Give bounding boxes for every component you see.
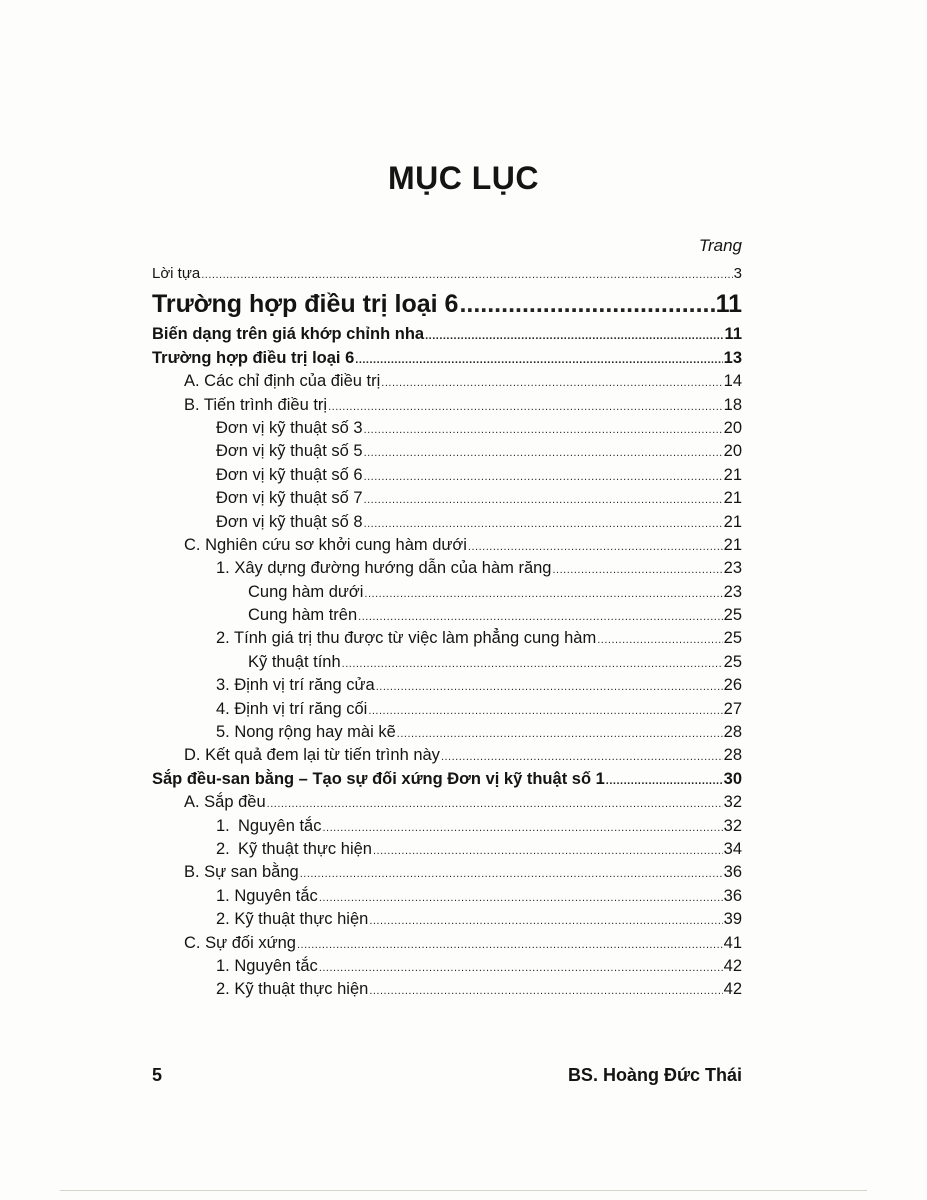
toc-entry-page: 20 (723, 418, 742, 437)
scan-edge-line (60, 1190, 867, 1191)
leader-dots (364, 489, 723, 512)
toc-item-entry[interactable] (152, 487, 742, 510)
leader-dots (355, 349, 722, 372)
toc-entry-title: 5. Nong rộng hay mài kẽ (216, 723, 396, 742)
toc-entry-page: 42 (723, 980, 742, 999)
toc-entry-page: 25 (723, 629, 742, 648)
leader-dots (364, 513, 723, 536)
toc-entry-page: 27 (723, 699, 742, 718)
toc-entry-page: 11 (715, 290, 742, 319)
toc-item-entry[interactable] (152, 838, 742, 861)
toc-section-entry[interactable] (152, 323, 742, 346)
toc-entry-number: 2. (216, 839, 230, 858)
toc-entry-page: 13 (723, 348, 742, 367)
toc-entry-title: 2. Tính giá trị thu được từ việc làm phẳng cung hàm (216, 629, 597, 648)
toc-entry-title: Cung hàm dưới (248, 582, 364, 601)
toc-entry-title: Sắp đều-san bằng – Tạo sự đối xứng Đơn vị kỹ thuật số 1 (152, 769, 605, 788)
toc-item-entry[interactable] (152, 557, 742, 580)
toc-chapter-heading[interactable] (152, 285, 742, 323)
leader-dots (597, 629, 722, 652)
toc-entry-text: Kỹ thuật thực hiện (238, 839, 372, 858)
toc-entry-page: 3 (733, 265, 742, 282)
toc-entry-title: Đơn vị kỹ thuật số 5 (216, 442, 363, 461)
toc-item-entry[interactable] (152, 908, 742, 931)
toc-entry-page: 28 (723, 746, 742, 765)
toc-subsection-entry[interactable] (152, 932, 742, 955)
toc-entry-title: 2. Kỹ thuật thực hiện (216, 980, 369, 999)
toc-subitem-entry[interactable] (152, 581, 742, 604)
toc-entry-title (216, 815, 321, 838)
toc-entry-title: Kỹ thuật tính (248, 652, 341, 671)
leader-dots (606, 770, 723, 793)
leader-dots (369, 980, 722, 1003)
toc-entry-title: 1. Xây dựng đường hướng dẫn của hàm răng (216, 559, 552, 578)
toc-item-entry[interactable] (152, 674, 742, 697)
toc-entry-title: Trường hợp điều trị loại 6 (152, 290, 459, 319)
leader-dots (319, 957, 723, 980)
page-column-label: Trang (698, 236, 742, 255)
leader-dots (381, 372, 722, 395)
toc-entry-page: 34 (723, 839, 742, 858)
leader-dots (300, 863, 723, 886)
toc-subsection-entry[interactable] (152, 744, 742, 767)
leader-dots (425, 325, 723, 348)
toc-item-entry[interactable] (152, 978, 742, 1001)
toc-item-entry[interactable] (152, 464, 742, 487)
toc-entry-preface[interactable] (152, 262, 742, 285)
toc-entry-page: 21 (723, 465, 742, 484)
toc-entry-title: B. Sự san bằng (184, 863, 299, 882)
toc-section-entry[interactable] (152, 768, 742, 791)
toc-subsection-entry[interactable] (152, 370, 742, 393)
leader-dots (397, 723, 723, 746)
toc-item-entry[interactable] (152, 721, 742, 744)
leader-dots (364, 583, 722, 606)
toc-item-entry[interactable] (152, 815, 742, 838)
leader-dots (201, 264, 732, 287)
leader-dots (297, 934, 723, 957)
leader-dots (459, 285, 714, 323)
toc-entry-page: 28 (723, 723, 742, 742)
toc-entry-page: 25 (723, 606, 742, 625)
toc-entry-title: Biến dạng trên giá khớp chỉnh nha (152, 325, 425, 344)
page-title: MỤC LỤC (387, 160, 540, 196)
toc-subitem-entry[interactable] (152, 651, 742, 674)
leader-dots (342, 653, 723, 676)
leader-dots (369, 910, 722, 933)
toc-entry-title: A. Các chỉ định của điều trị (184, 372, 381, 391)
toc-entry-page: 42 (723, 956, 742, 975)
leader-dots (441, 746, 723, 769)
toc-entry-title: Cung hàm trên (248, 606, 358, 625)
toc-entry-number: 1. (216, 816, 230, 835)
toc-subsection-entry[interactable] (152, 791, 742, 814)
toc-entry-title: 4. Định vị trí răng cối (216, 699, 368, 718)
toc-section-entry[interactable] (152, 347, 742, 370)
toc-entry-page: 36 (723, 886, 742, 905)
toc-entry-page: 11 (724, 325, 742, 344)
toc-entry-title: D. Kết quả đem lại từ tiến trình này (184, 746, 440, 765)
leader-dots (358, 606, 722, 629)
toc-entry-title: B. Tiến trình điều trị (184, 395, 328, 414)
toc-entry-title: 1. Nguyên tắc (216, 886, 318, 905)
toc-entry-title: Đơn vị kỹ thuật số 7 (216, 489, 363, 508)
toc-entry-title (216, 838, 372, 861)
toc-entry-page: 18 (723, 395, 742, 414)
toc-entry-text: Nguyên tắc (238, 816, 322, 835)
leader-dots (364, 466, 723, 489)
toc-entry-page: 39 (723, 910, 742, 929)
leader-dots (319, 887, 723, 910)
toc-entry-page: 21 (723, 512, 742, 531)
toc-entry-page: 32 (723, 816, 742, 835)
leader-dots (267, 793, 723, 816)
leader-dots (376, 676, 723, 699)
leader-dots (364, 442, 723, 465)
toc-entry-page: 21 (723, 535, 742, 554)
toc-entry-title: Trường hợp điều trị loại 6 (152, 348, 355, 367)
toc-entry-page: 23 (723, 559, 742, 578)
toc-entry-title: 1. Nguyên tắc (216, 956, 318, 975)
toc-entry-title: 2. Kỹ thuật thực hiện (216, 910, 369, 929)
toc-item-entry[interactable] (152, 417, 742, 440)
toc-subsection-entry[interactable] (152, 861, 742, 884)
toc-item-entry[interactable] (152, 440, 742, 463)
toc-entry-title: 3. Định vị trí răng cửa (216, 676, 375, 695)
toc-entry-page: 32 (723, 793, 742, 812)
toc-entry-page: 41 (723, 933, 742, 952)
toc-entry-title: C. Sự đối xứng (184, 933, 296, 952)
footer-page-number: 5 (152, 1065, 163, 1085)
toc-entry-page: 21 (723, 489, 742, 508)
toc-entry-page: 14 (723, 372, 742, 391)
toc-subsection-entry[interactable] (152, 394, 742, 417)
toc-entry-page: 36 (723, 863, 742, 882)
toc-item-entry[interactable] (152, 885, 742, 908)
leader-dots (553, 559, 723, 582)
toc-entry-page: 26 (723, 676, 742, 695)
leader-dots (328, 396, 723, 419)
toc-entry-title: C. Nghiên cứu sơ khởi cung hàm dưới (184, 535, 467, 554)
toc-item-entry[interactable] (152, 955, 742, 978)
toc-subsection-entry[interactable] (152, 534, 742, 557)
toc-entry-title: Lời tựa (152, 265, 201, 282)
leader-dots (364, 419, 723, 442)
leader-dots (468, 536, 723, 559)
toc-entry-title: A. Sắp đều (184, 793, 266, 812)
leader-dots (322, 817, 722, 840)
toc-subitem-entry[interactable] (152, 604, 742, 627)
table-of-contents (152, 262, 742, 1002)
leader-dots (368, 700, 722, 723)
toc-entry-page: 23 (723, 582, 742, 601)
toc-entry-title: Đơn vị kỹ thuật số 6 (216, 465, 363, 484)
toc-entry-page: 30 (723, 769, 742, 788)
footer-author: BS. Hoàng Đức Thái (567, 1065, 742, 1085)
toc-entry-title: Đơn vị kỹ thuật số 8 (216, 512, 363, 531)
toc-entry-title: Đơn vị kỹ thuật số 3 (216, 418, 363, 437)
toc-item-entry[interactable] (152, 698, 742, 721)
toc-entry-page: 20 (723, 442, 742, 461)
toc-item-entry[interactable] (152, 627, 742, 650)
toc-entry-page: 25 (723, 652, 742, 671)
toc-item-entry[interactable] (152, 511, 742, 534)
leader-dots (373, 840, 723, 863)
